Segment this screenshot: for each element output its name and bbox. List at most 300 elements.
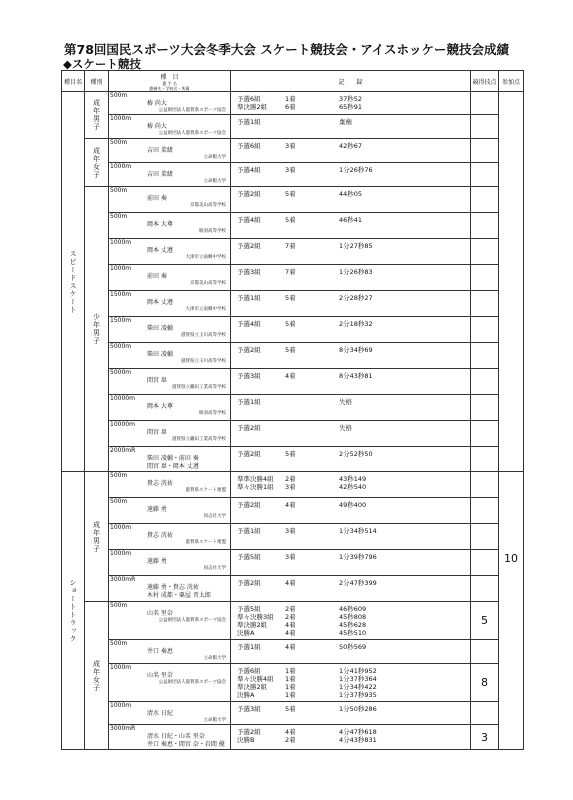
distance-label: 10000m (110, 421, 135, 428)
place-label: 1着 (285, 683, 296, 691)
header-item-line3: 勤務先・学校名・所属 (149, 85, 190, 91)
distance-label: 1000m (110, 265, 132, 272)
points-cell (471, 92, 499, 115)
athlete-name: 柴田 凌輔 (147, 325, 173, 332)
short-category-cell: 成年男子 (85, 472, 109, 602)
affiliation: 立命館大学 (203, 718, 226, 723)
distance-label: 500m (110, 472, 128, 479)
record-cell (231, 369, 471, 395)
athlete-cell (109, 343, 231, 369)
distance-label: 500m (110, 92, 128, 99)
athlete-cell (109, 498, 231, 524)
points-cell (471, 524, 499, 550)
athlete-name: 吉田 菜緒 (147, 147, 173, 154)
place-label: 6着 (285, 103, 296, 111)
points-cell (471, 369, 499, 395)
record-cell (231, 472, 471, 498)
speed-result-row (62, 447, 524, 472)
record-line (231, 683, 470, 691)
speed-result-row (62, 163, 524, 187)
time-value: 45秒510 (339, 629, 367, 637)
record-line (231, 629, 470, 637)
record-line (231, 118, 470, 126)
place-label: 3着 (285, 142, 296, 150)
place-label: 4着 (285, 621, 296, 629)
place-label: 7着 (285, 268, 296, 276)
time-value: 2分18秒32 (339, 320, 373, 328)
athlete-name: 岡本 丈遵 (147, 247, 173, 254)
athlete-name: 清水 日紀・山名 里奈 (147, 733, 205, 740)
affiliation: 滋賀県立瀬田工業高等学校 (172, 385, 226, 390)
athlete-cell (109, 576, 231, 602)
record-line (231, 621, 470, 629)
header-item (109, 71, 231, 92)
round-label: 予選1組 (237, 643, 261, 651)
place-label: 5着 (285, 190, 296, 198)
distance-label: 1000m (110, 115, 132, 122)
record-cell (231, 163, 471, 187)
affiliation: 綾羽高等学校 (199, 411, 226, 416)
athlete-cell (109, 664, 231, 702)
time-value: 2分52秒50 (339, 450, 373, 458)
record-cell (231, 702, 471, 725)
record-cell (231, 239, 471, 265)
round-label: 予選6組 (237, 142, 261, 150)
athlete-cell (109, 550, 231, 576)
athlete-cell (109, 163, 231, 187)
points-cell (471, 139, 499, 163)
speed-result-row (62, 187, 524, 213)
athlete-name: 柴田 凌輔 (147, 351, 173, 358)
athlete-cell (109, 265, 231, 291)
record-line (231, 398, 470, 406)
place-label: 3着 (285, 166, 296, 174)
record-line (231, 95, 470, 103)
round-label: 予選2組 (237, 424, 261, 432)
short-result-row (62, 664, 524, 702)
distance-label: 3000mR (110, 576, 136, 583)
distance-label: 500m (110, 640, 128, 647)
speed-result-row (62, 395, 524, 421)
place-label: 2着 (285, 605, 296, 613)
distance-label: 1000m (110, 524, 132, 531)
points-cell (471, 343, 499, 369)
distance-label: 1500m (110, 291, 132, 298)
record-cell (231, 213, 471, 239)
section-label: ◆スケート競技 (63, 57, 141, 71)
athlete-name: 山名 里奈 (147, 610, 173, 617)
points-cell (471, 291, 499, 317)
header-row (62, 71, 524, 92)
record-cell (231, 343, 471, 369)
time-value: 43秒149 (339, 475, 367, 483)
time-value: 45秒628 (339, 621, 367, 629)
athlete-name: 椿 尚大 (147, 123, 167, 130)
time-value: 1分34秒422 (339, 683, 377, 691)
athlete-name: 井口 奏恵 (147, 648, 173, 655)
speed-event-cell: スピードスケート (62, 92, 85, 472)
affiliation: 大津市立南郷中学校 (185, 255, 226, 260)
record-line (231, 450, 470, 458)
short-result-row (62, 524, 524, 550)
record-line (231, 728, 470, 736)
results-body (62, 92, 524, 750)
short-result-row (62, 472, 524, 498)
points-cell: 5 (471, 602, 499, 640)
athlete-cell (109, 213, 231, 239)
time-value: 42秒540 (339, 483, 367, 491)
header-category: 種別 (85, 71, 109, 92)
record-line (231, 605, 470, 613)
round-label: 予選5組 (237, 605, 261, 613)
points-cell (471, 447, 499, 472)
time-value: 1分26秒76 (339, 166, 373, 174)
participation-points-cell: 10 (499, 472, 524, 750)
time-value: 2分47秒399 (339, 579, 377, 587)
round-label: 予選2組 (237, 579, 261, 587)
place-label: 1着 (285, 95, 296, 103)
record-line (231, 613, 470, 621)
round-label: 予選2組 (237, 728, 261, 736)
record-cell (231, 576, 471, 602)
record-cell (231, 602, 471, 640)
record-line (231, 643, 470, 651)
time-value: 1分34秒514 (339, 527, 377, 535)
athlete-cell (109, 602, 231, 640)
place-label: 4着 (285, 579, 296, 587)
time-value: 4分47秒618 (339, 728, 377, 736)
time-value: 1分26秒83 (339, 268, 373, 276)
distance-label: 3000mR (110, 725, 136, 732)
points-cell (471, 576, 499, 602)
record-line (231, 675, 470, 683)
athlete-name: 貴志 洸祐 (147, 532, 173, 539)
time-value: 49秒400 (339, 501, 367, 509)
athlete-cell (109, 447, 231, 472)
speed-category-cell: 成年男子 (85, 92, 109, 139)
time-value: 65秒91 (339, 103, 363, 111)
record-line (231, 424, 470, 432)
record-cell (231, 115, 471, 139)
time-value: 46秒41 (339, 216, 363, 224)
round-label: 準々決勝1組 (237, 483, 274, 491)
distance-label: 1000m (110, 550, 132, 557)
athlete-cell (109, 291, 231, 317)
affiliation: 立命館大学 (203, 656, 226, 661)
round-label: 予選3組 (237, 705, 261, 713)
affiliation: 滋賀県スケート連盟 (185, 488, 226, 493)
record-line (231, 372, 470, 380)
place-label: 3着 (285, 483, 296, 491)
athlete-name: 前田 奏 (147, 273, 167, 280)
place-label: 7着 (285, 242, 296, 250)
distance-label: 500m (110, 139, 128, 146)
athlete-name: 岡本 大尊 (147, 403, 173, 410)
points-cell (471, 640, 499, 664)
athlete-cell (109, 115, 231, 139)
short-result-row (62, 602, 524, 640)
athlete-cell (109, 369, 231, 395)
record-cell (231, 395, 471, 421)
record-line (231, 705, 470, 713)
record-cell (231, 291, 471, 317)
athlete-cell (109, 239, 231, 265)
place-label: 1着 (285, 667, 296, 675)
short-result-row (62, 550, 524, 576)
round-label: 予選2組 (237, 501, 261, 509)
time-value: 50秒569 (339, 643, 367, 651)
record-cell (231, 187, 471, 213)
place-label: 4着 (285, 501, 296, 509)
place-label: 5着 (285, 320, 296, 328)
athlete-name: 清水 日紀 (147, 710, 173, 717)
distance-label: 500m (110, 187, 128, 194)
points-cell (471, 187, 499, 213)
record-line (231, 553, 470, 561)
record-cell (231, 265, 471, 291)
record-line (231, 320, 470, 328)
short-result-row (62, 725, 524, 750)
record-cell (231, 421, 471, 447)
affiliation: 公益財団法人滋賀県スポーツ協会 (158, 618, 226, 623)
athlete-name: 間宮 皐 (147, 377, 167, 384)
record-line (231, 190, 470, 198)
athlete-name: 間宮 皐 (147, 429, 167, 436)
athlete-cell (109, 421, 231, 447)
athlete-cell (109, 472, 231, 498)
record-line (231, 242, 470, 250)
time-value: 棄権 (339, 118, 352, 126)
athlete-cell (109, 187, 231, 213)
round-label: 準決勝2組 (237, 683, 268, 691)
record-cell (231, 550, 471, 576)
points-cell (471, 317, 499, 343)
record-line (231, 579, 470, 587)
record-line (231, 346, 470, 354)
distance-label: 5000m (110, 369, 132, 376)
athlete-name: 遠藤 勇・貴志 洸祐 (147, 584, 199, 591)
record-line (231, 501, 470, 509)
record-line (231, 166, 470, 174)
athlete-cell (109, 702, 231, 725)
header-points: 競得技点 (471, 71, 499, 92)
speed-result-row (62, 115, 524, 139)
short-event-cell: ショートトラック (62, 472, 85, 750)
affiliation: 京都美山高等学校 (190, 281, 226, 286)
distance-label: 2000mR (110, 447, 136, 454)
speed-result-row (62, 239, 524, 265)
athlete-name: 岡本 丈遵 (147, 299, 173, 306)
distance-label: 1500m (110, 317, 132, 324)
points-cell (471, 702, 499, 725)
distance-label: 1000m (110, 239, 132, 246)
athlete-cell (109, 92, 231, 115)
record-line (231, 736, 470, 744)
round-label: 決勝A (237, 629, 255, 637)
record-line (231, 667, 470, 675)
round-label: 予選6組 (237, 667, 261, 675)
athlete-name: 柴田 凌輔・前田 奏 (147, 455, 199, 462)
time-value: 8分43秒81 (339, 372, 373, 380)
short-result-row (62, 576, 524, 602)
place-label: 3着 (285, 527, 296, 535)
distance-label: 500m (110, 498, 128, 505)
athlete-name: 遠藤 勇 (147, 558, 167, 565)
round-label: 予選3組 (237, 268, 261, 276)
points-cell (471, 550, 499, 576)
record-line (231, 268, 470, 276)
record-line (231, 527, 470, 535)
points-cell (471, 115, 499, 139)
record-line (231, 103, 470, 111)
round-label: 準々決勝4組 (237, 675, 274, 683)
record-cell (231, 139, 471, 163)
round-label: 予選2組 (237, 190, 261, 198)
athlete-name: 木村 成都・粟屋 晋太郎 (147, 592, 211, 599)
round-label: 準々決勝3組 (237, 613, 274, 621)
short-result-row (62, 498, 524, 524)
participation-empty (499, 92, 524, 472)
athlete-name: 山名 里奈 (147, 672, 173, 679)
distance-label: 5000m (110, 343, 132, 350)
round-label: 予選2組 (237, 450, 261, 458)
place-label: 4着 (285, 728, 296, 736)
time-value: 1分37秒935 (339, 691, 377, 699)
place-label: 5着 (285, 216, 296, 224)
round-label: 予選2組 (237, 242, 261, 250)
place-label: 1着 (285, 691, 296, 699)
athlete-name: 井口 奏恵・間宮 奈・岩間 優 (147, 741, 225, 748)
short-result-row (62, 640, 524, 664)
round-label: 予選3組 (237, 372, 261, 380)
header-record: 記 録 (231, 71, 471, 92)
affiliation: 同志社大学 (203, 566, 226, 571)
short-category-cell: 成年女子 (85, 602, 109, 750)
distance-label: 500m (110, 213, 128, 220)
place-label: 2着 (285, 736, 296, 744)
time-value: 1分27秒85 (339, 242, 373, 250)
speed-result-row (62, 317, 524, 343)
round-label: 準決勝2組 (237, 621, 268, 629)
header-item-line1: 種 目 (160, 73, 179, 81)
distance-label: 500m (110, 602, 128, 609)
place-label: 4着 (285, 372, 296, 380)
header-item-line2: 選 手 名 (162, 80, 177, 86)
record-line (231, 294, 470, 302)
affiliation: 大津市立南郷中学校 (185, 307, 226, 312)
distance-label: 1000m (110, 163, 132, 170)
record-cell (231, 664, 471, 702)
round-label: 予選6組 (237, 95, 261, 103)
points-cell: 3 (471, 725, 499, 750)
place-label: 3着 (285, 553, 296, 561)
round-label: 予選1組 (237, 527, 261, 535)
record-cell (231, 317, 471, 343)
athlete-cell (109, 317, 231, 343)
record-line (231, 475, 470, 483)
athlete-cell (109, 524, 231, 550)
time-value: 45秒808 (339, 613, 367, 621)
affiliation: 滋賀県立玉川高等学校 (181, 333, 226, 338)
place-label: 2着 (285, 475, 296, 483)
record-cell (231, 498, 471, 524)
points-cell (471, 163, 499, 187)
place-label: 5着 (285, 294, 296, 302)
speed-category-cell: 成年女子 (85, 139, 109, 187)
place-label: 4着 (285, 629, 296, 637)
round-label: 予選5組 (237, 553, 261, 561)
short-result-row (62, 702, 524, 725)
athlete-cell (109, 725, 231, 750)
round-label: 予選4組 (237, 216, 261, 224)
place-label: 4着 (285, 643, 296, 651)
speed-result-row (62, 291, 524, 317)
athlete-cell (109, 139, 231, 163)
time-value: 8分34秒69 (339, 346, 373, 354)
round-label: 予選1組 (237, 294, 261, 302)
record-cell (231, 725, 471, 750)
time-value: 失格 (339, 398, 352, 406)
affiliation: 公益財団法人滋賀県スポーツ協会 (158, 108, 226, 113)
athlete-name: 岡本 大尊 (147, 221, 173, 228)
speed-result-row (62, 369, 524, 395)
record-line (231, 142, 470, 150)
speed-result-row (62, 139, 524, 163)
round-label: 決勝B (237, 736, 255, 744)
record-cell (231, 92, 471, 115)
points-cell (471, 213, 499, 239)
round-label: 準準決勝4組 (237, 475, 274, 483)
time-value: 44秒05 (339, 190, 363, 198)
round-label: 準決勝2組 (237, 103, 268, 111)
record-cell (231, 447, 471, 472)
record-line (231, 691, 470, 699)
affiliation: 滋賀県スケート連盟 (185, 540, 226, 545)
record-line (231, 216, 470, 224)
affiliation: 公益財団法人滋賀県スポーツ協会 (158, 680, 226, 685)
points-cell (471, 498, 499, 524)
affiliation: 立命館大学 (203, 179, 226, 184)
time-value: 37秒52 (339, 95, 363, 103)
time-value: 1分41秒952 (339, 667, 377, 675)
speed-category-cell: 少年男子 (85, 187, 109, 472)
time-value: 42秒67 (339, 142, 363, 150)
speed-result-row (62, 92, 524, 115)
speed-result-row (62, 421, 524, 447)
athlete-name: 貴志 洸祐 (147, 480, 173, 487)
points-cell: 8 (471, 664, 499, 702)
time-value: 1分39秒796 (339, 553, 377, 561)
points-cell (471, 395, 499, 421)
affiliation: 滋賀県立玉川高等学校 (181, 359, 226, 364)
time-value: 46秒609 (339, 605, 367, 613)
place-label: 5着 (285, 450, 296, 458)
round-label: 予選1組 (237, 118, 261, 126)
record-cell (231, 524, 471, 550)
results-table (61, 70, 524, 750)
athlete-cell (109, 640, 231, 664)
round-label: 予選4組 (237, 320, 261, 328)
speed-result-row (62, 343, 524, 369)
document-title: 第78回国民スポーツ大会冬季大会 スケート競技会・アイスホッケー競技会成績 (64, 42, 509, 57)
points-cell (471, 472, 499, 498)
distance-label: 1000m (110, 664, 132, 671)
athlete-name: 椿 尚大 (147, 100, 167, 107)
round-label: 予選4組 (237, 166, 261, 174)
record-line (231, 483, 470, 491)
affiliation: 公益財団法人滋賀県スポーツ協会 (158, 131, 226, 136)
points-cell (471, 421, 499, 447)
